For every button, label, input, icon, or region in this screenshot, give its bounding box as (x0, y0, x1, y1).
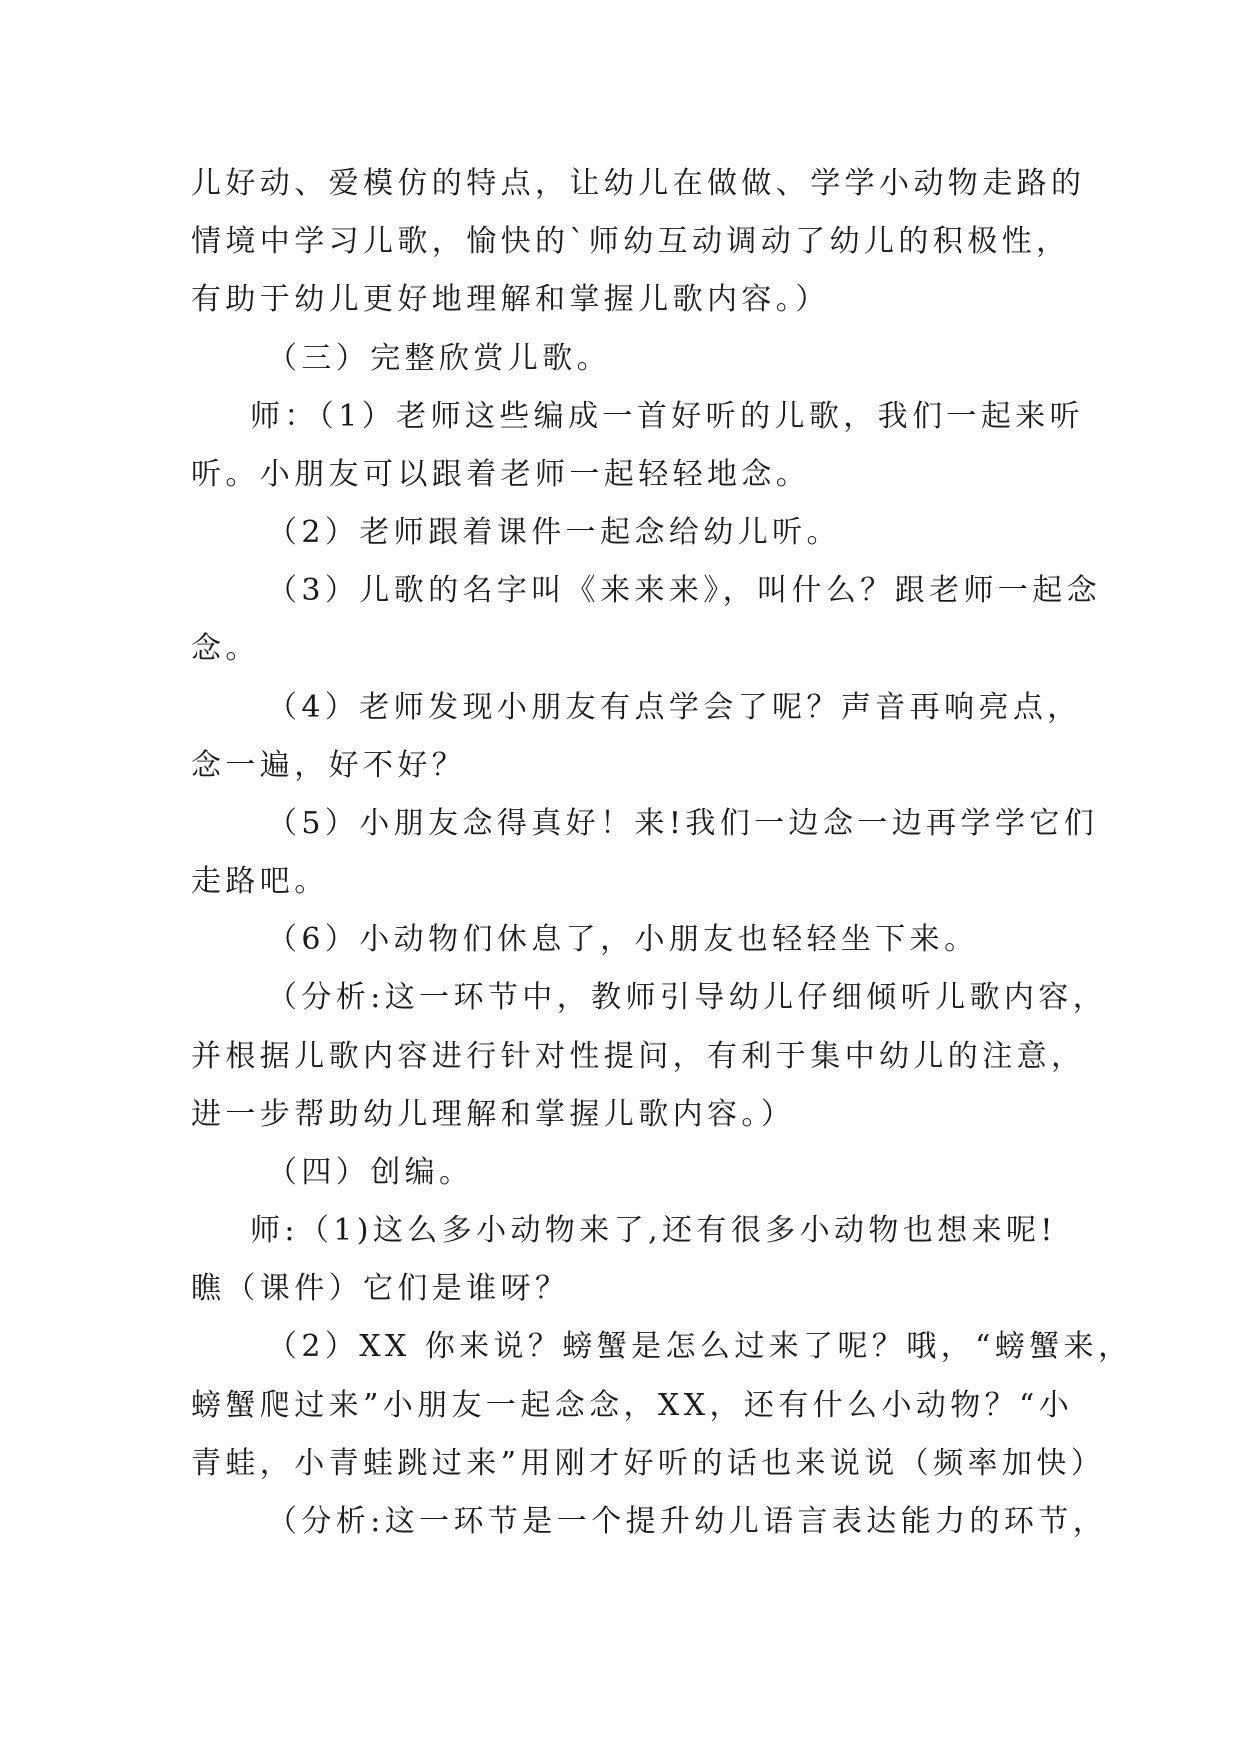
text-line: 进一步帮助幼儿理解和掌握儿歌内容。） (191, 1097, 796, 1132)
text-line: 瞧（课件）它们是谁呀？ (191, 1271, 570, 1306)
text-line: 并根据儿歌内容进行针对性提问，有利于集中幼儿的注意， (191, 1039, 1086, 1074)
text-line: （分析:这一环节中，教师引导幼儿仔细倾听儿歌内容， (267, 980, 1108, 1015)
text-line: 听。小朋友可以跟着老师一起轻轻地念。 (191, 457, 811, 492)
section-heading: （三）完整欣赏儿歌。 (267, 341, 611, 376)
text-line: 走路吧。 (191, 864, 329, 899)
text-line: 螃蟹爬过来”小朋友一起念念，XX，还有什么小动物？“小 (191, 1388, 1074, 1423)
text-line: 念。 (191, 631, 260, 666)
text-line: 念一遍，好不好？ (191, 748, 467, 783)
text-line: 儿好动、爱模仿的特点，让幼儿在做做、学学小动物走路的 (191, 166, 1086, 201)
text-line: （6）小动物们休息了，小朋友也轻轻坐下来。 (267, 922, 979, 957)
section-heading: （四）创编。 (267, 1155, 474, 1190)
text-line: （2）XX 你来说？螃蟹是怎么过来了呢？哦，“螃蟹来， (267, 1329, 1133, 1364)
text-line: （3）儿歌的名字叫《来来来》，叫什么？跟老师一起念 (267, 573, 1102, 608)
text-line: 青蛙，小青蛙跳过来”用刚才好听的话也来说说（频率加快） (191, 1446, 1106, 1481)
text-line: （4）老师发现小朋友有点学会了呢？声音再响亮点， (267, 690, 1082, 725)
text-line: 情境中学习儿歌，愉快的`师幼互动调动了幼儿的积极性， (191, 224, 1071, 259)
text-line: 有助于幼儿更好地理解和掌握儿歌内容。） (191, 282, 830, 317)
text-line: （分析:这一环节是一个提升幼儿语言表达能力的环节， (267, 1504, 1108, 1539)
text-line: 师：（1）老师这些编成一首好听的儿歌，我们一起来听 (250, 399, 1085, 434)
text-line: （5）小朋友念得真好！来!我们一边念一边再学学它们 (267, 806, 1099, 841)
text-line: 师:（1)这么多小动物来了,还有很多小动物也想来呢! (250, 1213, 1057, 1248)
text-line: （2）老师跟着课件一起念给幼儿听。 (267, 515, 841, 550)
